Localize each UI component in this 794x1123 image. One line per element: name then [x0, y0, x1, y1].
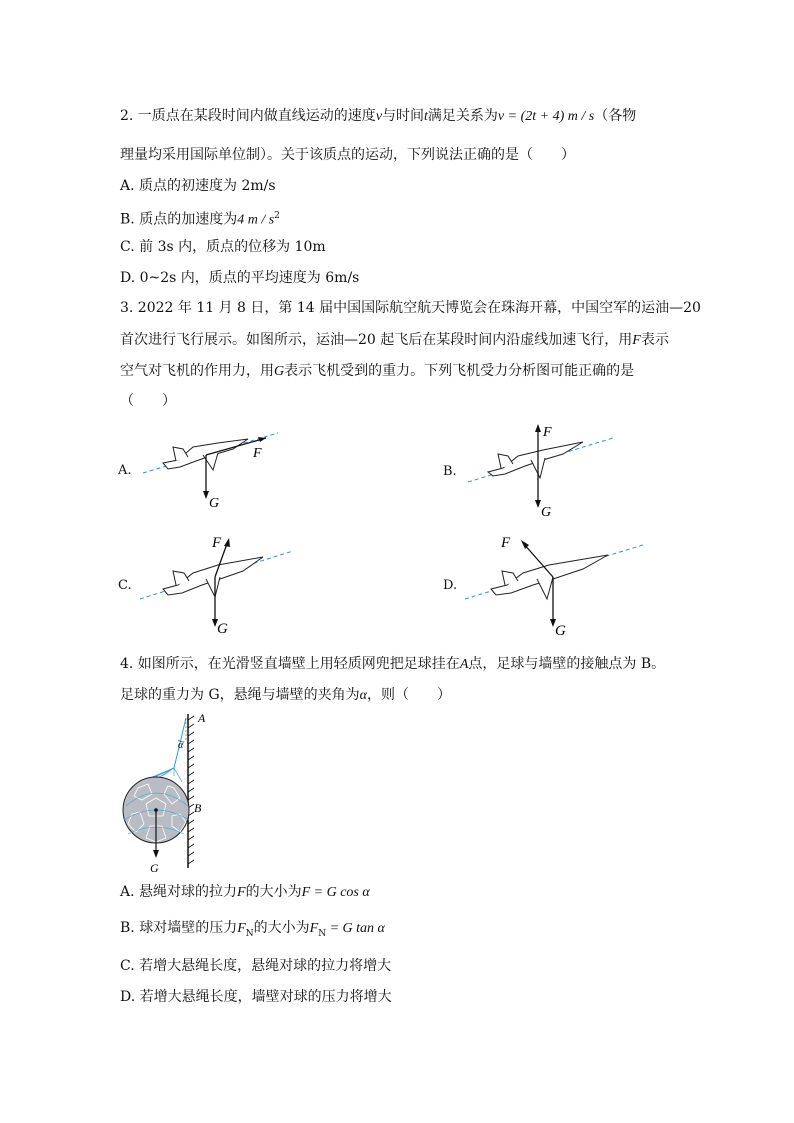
q2-var-v: v [375, 109, 383, 124]
q4-option-a-formula: F = G cos α [301, 885, 370, 900]
q4-option-b-var-sub: N [245, 928, 254, 939]
q4-stem-line1 [120, 654, 665, 675]
q4-football-figure [118, 710, 218, 880]
q3-line2b: 表示 [640, 332, 669, 348]
figure-c-F-label: F [212, 535, 222, 551]
q3-stem-line1: 3. 2022 年 11 月 8 日，第 14 届中国国际航空航天博览会在珠海开幕，中国空军的运油—20 [120, 300, 701, 316]
q2-stem-text: 2. 一质点在某段时间内做直线运动的速度 [120, 108, 376, 124]
q4-line1a: 4. 如图所示，在光滑竖直墙壁上用轻质网兜把足球挂在 [120, 656, 460, 672]
q4-line2b: ，则（ ） [367, 687, 451, 703]
q3-line3a: 空气对飞机的作用力，用 [120, 363, 274, 379]
q2-tail1: （各物 [594, 108, 637, 124]
q4-option-d: D. 若增大悬绳长度，墙壁对球的压力将增大 [120, 989, 392, 1005]
figure-b-plane-diagram [443, 420, 623, 520]
q2-mid1: 与时间 [382, 108, 425, 124]
football-label-alpha: α [178, 740, 184, 751]
q4-var-A: A [459, 657, 469, 672]
q4-option-b-pre: B. 球对墙壁的压力 [120, 920, 238, 936]
q2-mid2: 满足关系为 [427, 108, 498, 124]
q4-option-a [120, 882, 370, 903]
q4-stem-line2 [120, 685, 451, 706]
figure-d-G-label: G [555, 623, 566, 638]
figure-d-label: D. [443, 578, 458, 593]
q3-stem-line2 [120, 330, 669, 351]
figure-d-F-label: F [501, 535, 511, 551]
q3-figure-d [443, 533, 653, 638]
q4-option-c: C. 若增大悬绳长度，悬绳对球的拉力将增大 [120, 958, 392, 974]
q4-option-b-mid: 的大小为 [253, 920, 310, 936]
figure-a-F-label: F [253, 446, 262, 461]
q2-option-b [120, 206, 280, 231]
q2-formula: v = (2t + 4) m / s [497, 109, 595, 124]
q4-option-b-var: F [237, 921, 246, 936]
q4-option-a-var: F [237, 885, 246, 900]
q2-option-b-exp: 2 [274, 211, 280, 221]
q3-figure-a [118, 425, 298, 515]
q3-stem-line4: （ ） [120, 393, 176, 409]
figure-c-plane-diagram [118, 533, 298, 638]
figure-a-plane-diagram [118, 425, 298, 515]
q3-stem-line3 [120, 361, 634, 382]
q3-var-G: G [274, 364, 285, 379]
q2-option-b-value: 4 m / s [237, 212, 275, 228]
q2-option-a: A. 质点的初速度为 2m/s [120, 178, 276, 194]
q4-option-b [120, 918, 385, 944]
q4-option-b-formula-sub: N [318, 928, 327, 939]
q4-option-a-mid: 的大小为 [245, 884, 302, 900]
q4-line2a: 足球的重力为 G，悬绳与墙壁的夹角为 [120, 687, 360, 703]
q4-var-alpha: α [359, 688, 367, 703]
q4-option-b-formula: F [309, 921, 319, 936]
q4-option-b-formula-rest: = G tan α [326, 921, 385, 936]
q3-figure-c [118, 533, 298, 638]
football-wall-diagram [118, 710, 218, 880]
football-label-G: G [150, 861, 159, 875]
figure-a-label: A. [118, 463, 132, 478]
figure-b-label: B. [443, 464, 457, 479]
q2-stem-line2: 理量均采用国际单位制）。关于该质点的运动，下列说法正确的是（ ） [120, 147, 575, 163]
figure-c-label: C. [118, 578, 132, 593]
q3-line3b: 表示飞机受到的重力。下列飞机受力分析图可能正确的是 [284, 363, 635, 379]
q2-stem-line1 [120, 106, 636, 127]
q3-figure-b [443, 420, 623, 520]
figure-d-plane-diagram [443, 533, 653, 638]
figure-c-G-label: G [217, 621, 228, 637]
football-label-B: B [194, 801, 202, 815]
figure-b-F-label: F [543, 425, 552, 440]
q3-line2a: 首次进行飞行展示。如图所示，运油—20 起飞后在某段时间内沿虚线加速飞行，用 [120, 332, 633, 348]
q4-line1b: 点，足球与墙壁的接触点为 B。 [468, 656, 666, 672]
figure-a-G-label: G [209, 496, 220, 511]
football-label-A: A [198, 711, 206, 725]
q2-var-t: t [424, 109, 428, 124]
q2-option-b-text: B. 质点的加速度为 [120, 211, 238, 228]
q3-var-F: F [632, 333, 641, 348]
q2-option-d: D. 0~2s 内，质点的平均速度为 6m/s [120, 270, 360, 286]
q4-option-a-pre: A. 悬绳对球的拉力 [120, 884, 238, 900]
figure-b-G-label: G [541, 505, 552, 520]
q2-option-c: C. 前 3s 内，质点的位移为 10m [120, 239, 326, 255]
